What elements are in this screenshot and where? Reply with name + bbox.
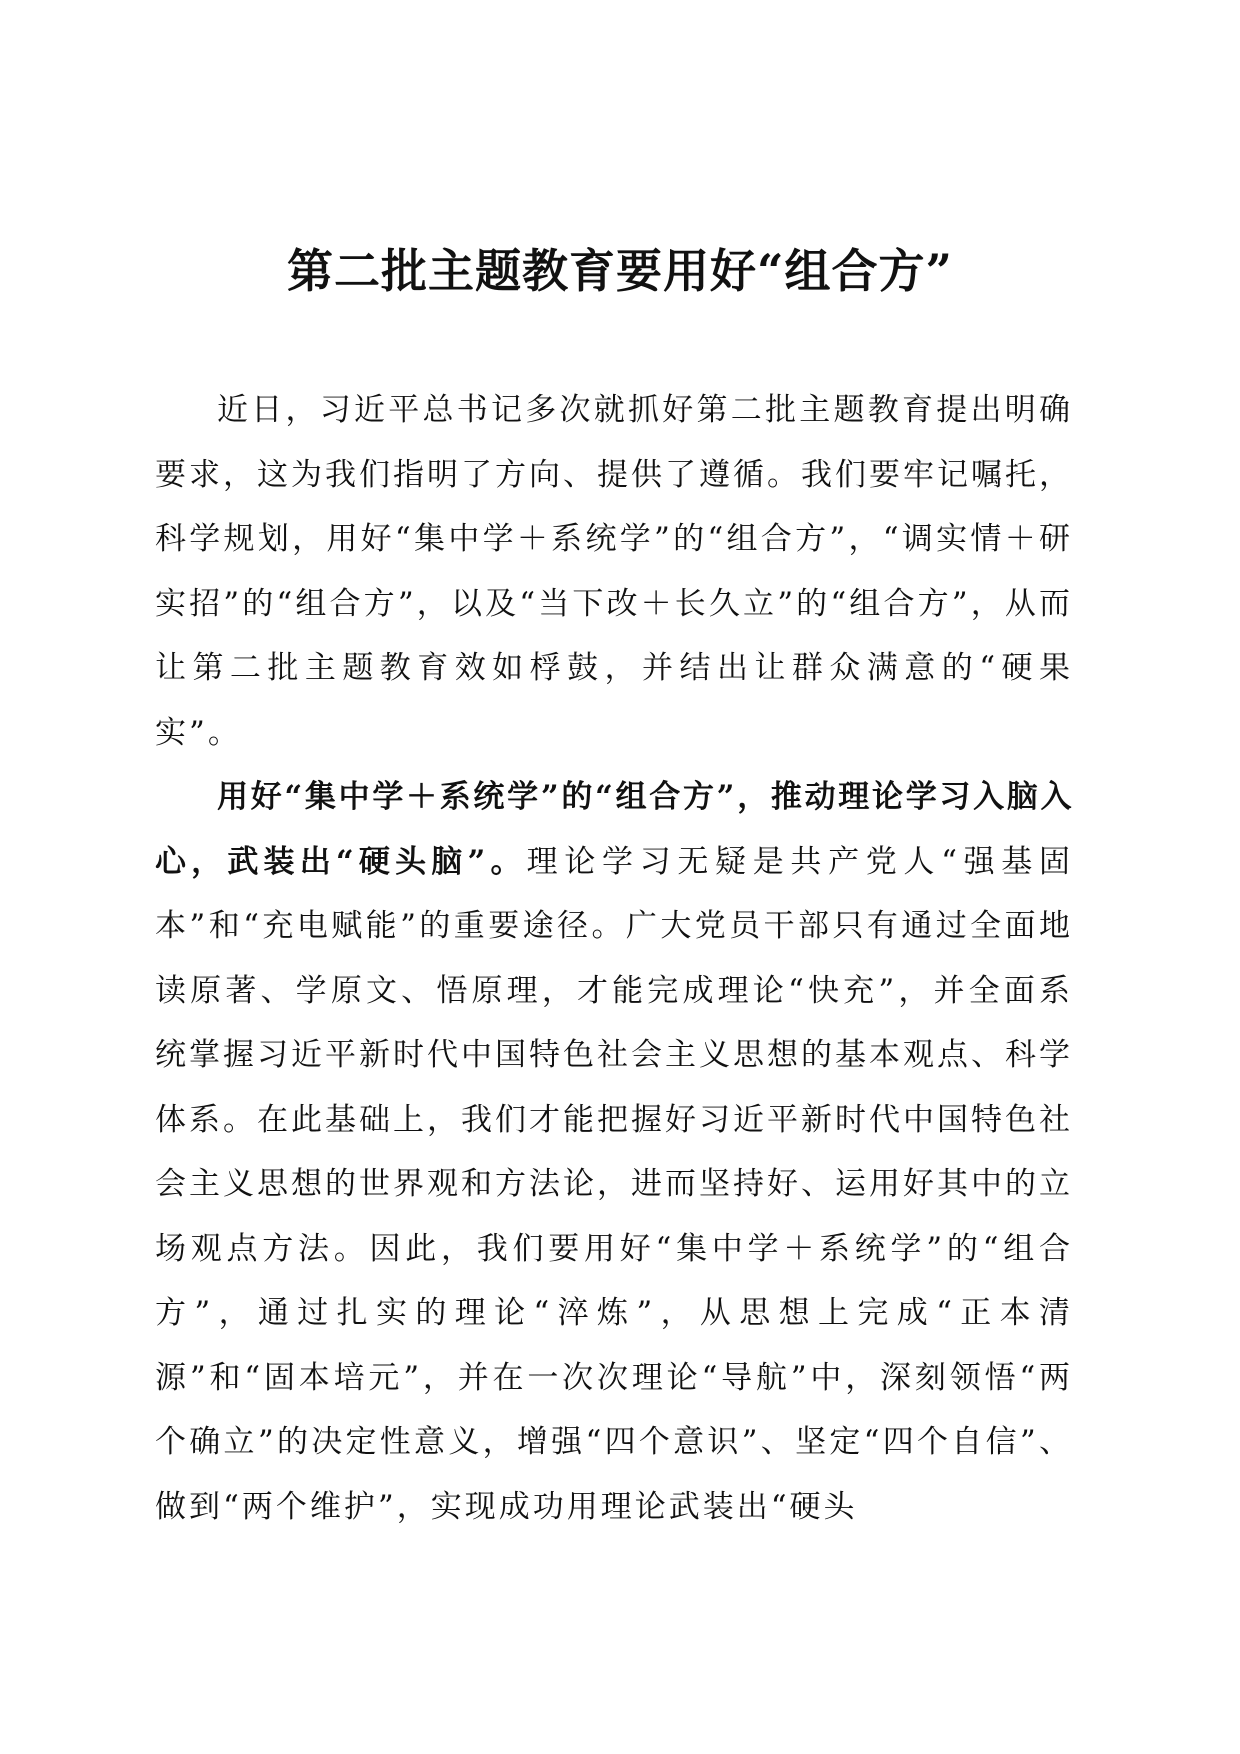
paragraph-intro-text: 近日，习近平总书记多次就抓好第二批主题教育提出明确要求，这为我们指明了方向、提供了遵循。我们要牢记嘱托，科学规划，用好“集中学＋系统学”的“组合方”，“调实情＋研实招”的“组合方”，以及“当下改＋长久立”的“组合方”，从而让第二批主题教育效如桴鼓，并结出让群众满意的“硬果实”。 bbox=[155, 392, 1073, 751]
paragraph-section-1-text: 理论学习无疑是共产党人“强基固本”和“充电赋能”的重要途径。广大党员干部只有通过全面地读原著、学原文、悟原理，才能完成理论“快充”，并全面系统掌握习近平新时代中国特色社会主义思想的基本观点、科学体系。在此基础上，我们才能把握好习近平新时代中国特色社会主义思想的世界观和方法论，进而坚持好、运用好其中的立场观点方法。因此，我们要用好“集中学＋系统学”的“组合方”，通过扎实的理论“淬炼”，从思想上完成“正本清源”和“固本培元”，并在一次次理论“导航”中，深刻领悟“两个确立”的决定性意义，增强“四个意识”、坚定“四个自信”、做到“两个维护”，实现成功用理论武装出“硬头 bbox=[155, 843, 1073, 1525]
document-body bbox=[155, 378, 1073, 1539]
paragraph-intro bbox=[155, 378, 1073, 765]
paragraph-section-1 bbox=[155, 765, 1073, 1539]
document-title: 第二批主题教育要用好“组合方” bbox=[287, 244, 953, 298]
paragraph-section-1-lead: 用好“集中学＋系统学”的“组合方”，推动理论学习入脑入心，武装出“硬头脑”。 bbox=[155, 779, 1073, 880]
